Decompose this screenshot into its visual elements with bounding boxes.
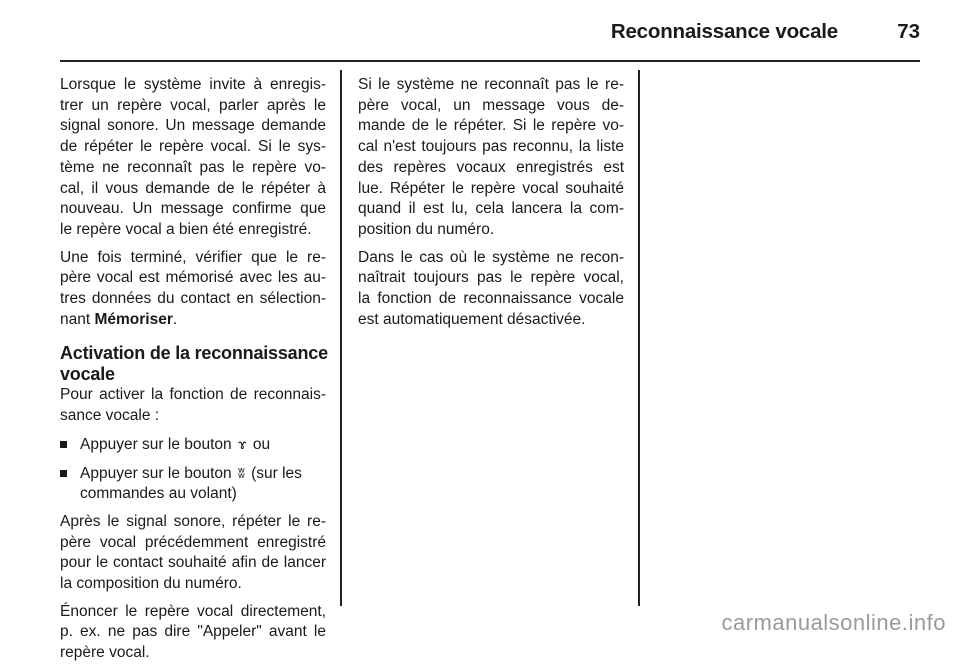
header-rule <box>60 60 920 62</box>
text-line: Lorsque le système invite à enregis- <box>60 76 326 93</box>
page-header <box>60 14 920 54</box>
text-line <box>60 310 326 331</box>
page-number: 73 <box>897 20 920 43</box>
paragraph-say-directly <box>60 602 326 664</box>
section-heading <box>60 343 326 385</box>
bullet-list <box>60 434 326 505</box>
text-line: repère vocal. <box>60 644 150 662</box>
text-line: lue. Répéter le repère vocal souhaité <box>358 179 624 197</box>
paragraph-not-recognized <box>358 75 624 241</box>
text-line: tres données du contact en sélection- <box>60 290 326 308</box>
text-fragment: Appuyer sur le bouton <box>80 435 232 453</box>
text-fragment: . <box>172 310 178 328</box>
text-line: la fonction de reconnaissance vocale <box>358 290 624 308</box>
text-line: cal n'est toujours pas reconnu, la liste <box>358 138 624 156</box>
text-line: Dans le cas où le système ne recon- <box>358 248 624 266</box>
text-line: naîtrait toujours pas le repère vocal, <box>358 269 624 287</box>
text-line: position du numéro. <box>358 220 495 238</box>
text-line: tème ne reconnaît pas le repère vo- <box>60 158 326 176</box>
text-line: Après le signal sonore, répéter le re- <box>60 512 326 530</box>
text-line: mande de le répéter. Si le repère vo- <box>358 117 624 135</box>
paragraph-deactivated <box>358 248 624 331</box>
text-fragment: ou <box>252 435 271 453</box>
bullet-square-icon <box>60 470 67 477</box>
text-line: sance vocale : <box>60 407 160 425</box>
text-line: signal sonore. Un message demande <box>60 117 326 135</box>
text-fragment: nant <box>60 310 95 328</box>
watermark: carmanualsonline.info <box>721 610 946 635</box>
text-fragment: Appuyer sur le bouton <box>80 464 232 482</box>
list-item <box>60 434 326 456</box>
column-2 <box>358 75 624 337</box>
text-line: est automatiquement désactivée. <box>358 310 586 328</box>
column-divider-1 <box>340 70 342 606</box>
text-line: des repères vocaux enregistrés est <box>358 158 624 176</box>
voice-button-icon: ɤ <box>237 435 247 452</box>
text-line: le repère vocal a bien été enregistré. <box>60 220 312 238</box>
steering-voice-button-icon: ʬ <box>237 464 245 481</box>
text-line: Pour activer la fonction de reconnais- <box>60 386 326 404</box>
text-line: Si le système ne reconnaît pas le re- <box>358 76 624 93</box>
bullet-square-icon <box>60 441 67 448</box>
text-line: pour le contact souhaité afin de lancer <box>60 554 326 572</box>
memoriser-label: Mémoriser <box>94 310 173 328</box>
heading-line: Activation de la reconnaissance <box>60 343 328 364</box>
text-line: la composition du numéro. <box>60 575 242 593</box>
text-line: père vocal, un message vous de- <box>358 96 624 114</box>
paragraph-voice-tag-recording <box>60 75 326 241</box>
text-line: nouveau. Un message confirme que <box>60 200 326 218</box>
page-title: Reconnaissance vocale <box>610 20 838 43</box>
paragraph-after-signal <box>60 512 326 595</box>
list-item <box>60 463 326 505</box>
text-line: père vocal précédemment enregistré <box>60 533 326 551</box>
text-line: cal, il vous demande de le répéter à <box>60 179 326 197</box>
text-line: Une fois terminé, vérifier que le re- <box>60 248 326 266</box>
text-line: Énoncer le repère vocal directement, <box>60 602 326 620</box>
text-line: de répéter le repère vocal. Si le sys- <box>60 138 326 156</box>
text-line: trer un repère vocal, parler après le <box>60 96 326 114</box>
heading-line: vocale <box>60 364 115 385</box>
column-1 <box>60 75 326 671</box>
paragraph-activation <box>60 385 326 426</box>
column-divider-2 <box>638 70 640 606</box>
text-fragment: (sur les <box>251 464 302 482</box>
text-fragment: commandes au volant) <box>80 485 237 503</box>
text-line: père vocal est mémorisé avec les au- <box>60 269 326 287</box>
text-line: quand il est lu, cela lancera la com- <box>358 200 624 218</box>
text-line: p. ex. ne pas dire "Appeler" avant le <box>60 623 326 641</box>
paragraph-voice-tag-saved <box>60 248 326 331</box>
